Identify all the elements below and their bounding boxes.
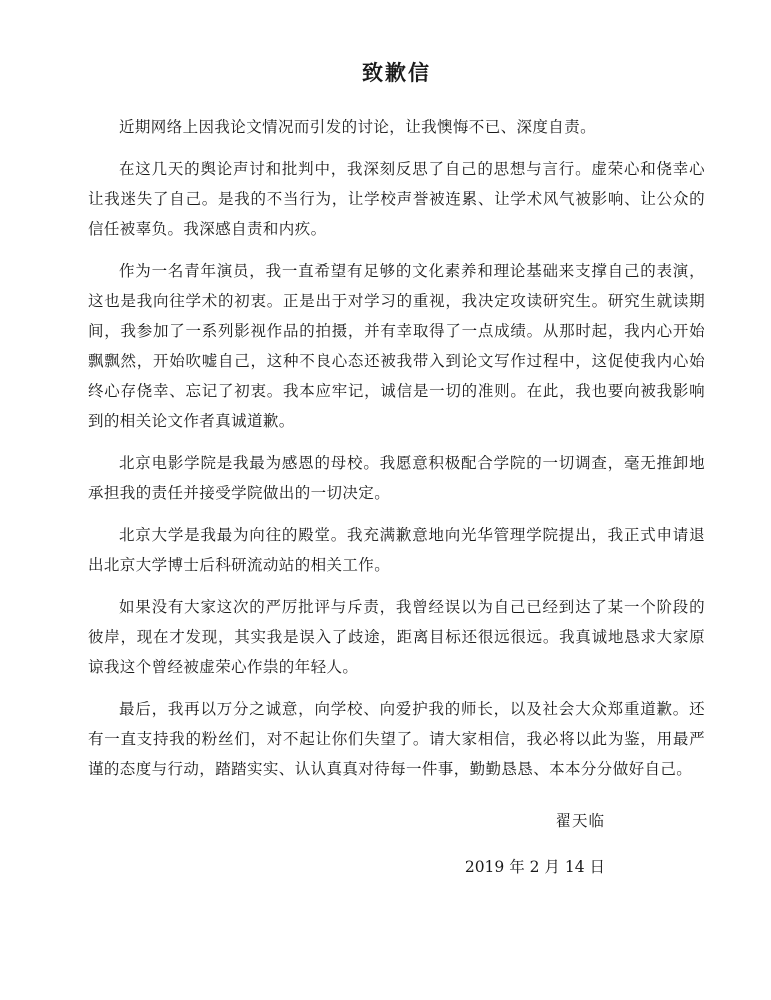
- paragraph-3: 作为一名青年演员，我一直希望有足够的文化素养和理论基础来支撑自己的表演，这也是我向往学术的初衷。正是出于对学习的重视，我决定攻读研究生。研究生就读期间，我参加了一系列影视作品的拍摄，并有幸取得了一点成绩。从那时起，我内心开始飘飘然，开始吹嘘自己，这种不良心态还被我带入到论文写作过程中，这促使我内心始终心存侥幸、忘记了初衷。我本应牢记，诚信是一切的准则。在此，我也要向被我影响到的相关论文作者真诚道歉。: [88, 262, 705, 430]
- paragraph-6: 如果没有大家这次的严厉批评与斥责，我曾经误以为自己已经到达了某一个阶段的彼岸，现在才发现，其实我是误入了歧途，距离目标还很远很远。我真诚地恳求大家原谅我这个曾经被虚荣心作祟的年轻人。: [88, 598, 705, 676]
- letter-signature: 翟天临: [555, 812, 605, 830]
- letter-title: 致歉信: [362, 60, 431, 85]
- letter-date: 2019 年 2 月 14 日: [464, 858, 605, 876]
- paragraph-5: 北京大学是我最为向往的殿堂。我充满歉意地向光华管理学院提出，我正式申请退出北京大学博士后科研流动站的相关工作。: [88, 526, 705, 574]
- paragraph-1: 近期网络上因我论文情况而引发的讨论，让我懊悔不已、深度自责。: [119, 118, 597, 136]
- paragraph-2: 在这几天的舆论声讨和批判中，我深刻反思了自己的思想与言行。虚荣心和侥幸心让我迷失了自己。是我的不当行为，让学校声誉被连累、让学术风气被影响、让公众的信任被辜负。我深感自责和内疚。: [88, 160, 705, 238]
- paragraph-4: 北京电影学院是我最为感恩的母校。我愿意积极配合学院的一切调查，毫无推卸地承担我的责任并接受学院做出的一切决定。: [88, 454, 705, 502]
- paragraph-7: 最后，我再以万分之诚意，向学校、向爱护我的师长，以及社会大众郑重道歉。还有一直支持我的粉丝们，对不起让你们失望了。请大家相信，我必将以此为鉴，用最严谨的态度与行动，踏踏实实、认认真真对待每一件事，勤勤恳恳、本本分分做好自己。: [88, 700, 705, 778]
